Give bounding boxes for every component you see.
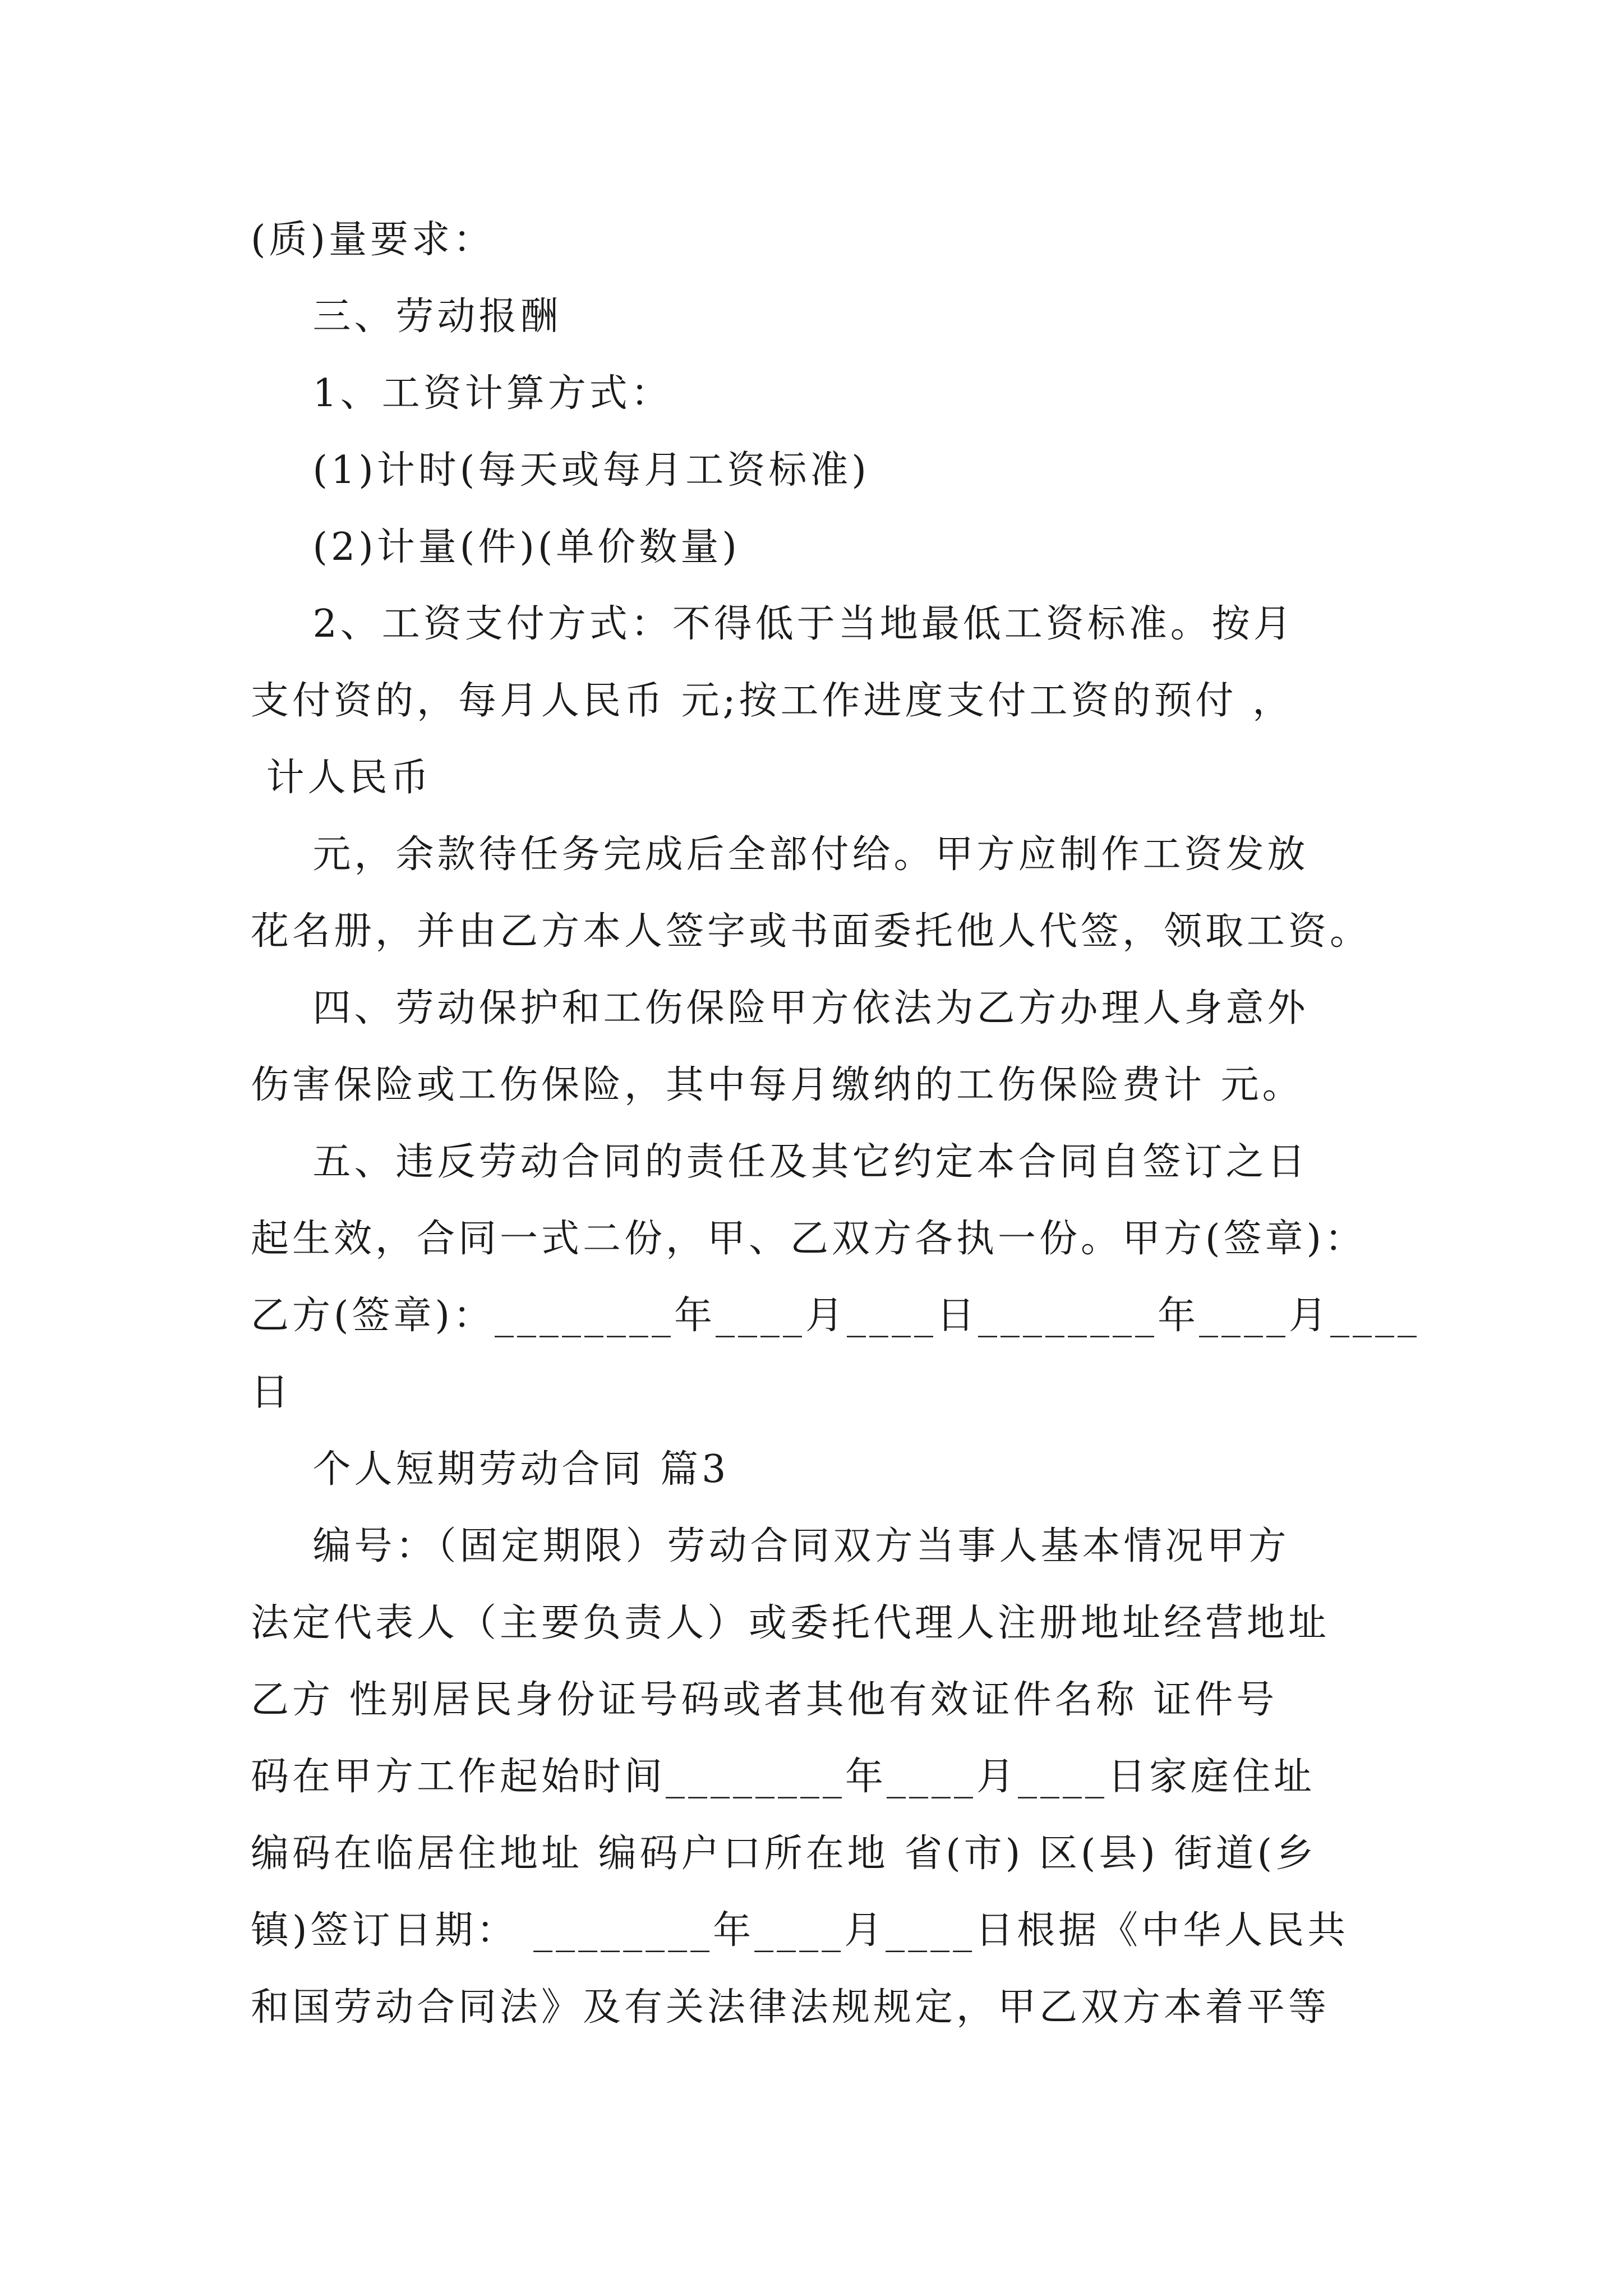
text-line: 三、劳动报酬: [251, 295, 562, 339]
text-line: 2、工资支付方式：不得低于当地最低工资标准。按月: [251, 602, 1295, 646]
text-line: 乙方(签章)：________年____月____日________年____月____: [251, 1294, 1421, 1338]
text-line: 四、劳动保护和工伤保险甲方依法为乙方办理人身意外: [251, 986, 1309, 1030]
text-line: (1)计时(每天或每月工资标准): [251, 448, 870, 493]
text-line: 支付资的，每月人民币 元;按工作进度支付工资的预付 ，: [251, 679, 1294, 723]
text-line: (质)量要求：: [251, 218, 495, 262]
text-line: 计人民币: [251, 756, 432, 800]
text-line: 编号：（固定期限）劳动合同双方当事人基本情况甲方: [251, 1524, 1290, 1568]
text-line: 和国劳动合同法》及有关法律法规规定，甲乙双方本着平等: [251, 1985, 1330, 2030]
text-line: (2)计量(件)(单价数量): [251, 525, 740, 569]
text-line: 法定代表人（主要负责人）或委托代理人注册地址经营地址: [251, 1601, 1330, 1645]
text-line: 花名册，并由乙方本人签字或书面委托他人代签，领取工资。: [251, 909, 1372, 954]
text-line: 起生效，合同一式二份，甲、乙双方各执一份。甲方(签章)：: [251, 1217, 1367, 1261]
text-line: 五、违反劳动合同的责任及其它约定本合同自签订之日: [251, 1140, 1309, 1184]
text-line: 伤害保险或工伤保险，其中每月缴纳的工伤保险费计 元。: [251, 1063, 1304, 1107]
text-line: 镇)签订日期： ________年____月____日根据《中华人民共: [251, 1908, 1349, 1953]
text-line: 日: [251, 1370, 293, 1415]
text-line: 元，余款待任务完成后全部付给。甲方应制作工资发放: [251, 832, 1309, 877]
section-heading: 个人短期劳动合同 篇3: [251, 1447, 730, 1492]
text-line: 编码在临居住地址 编码户口所在地 省(市) 区(县) 街道(乡: [251, 1832, 1317, 1876]
text-line: 乙方 性别居民身份证号码或者其他有效证件名称 证件号: [251, 1678, 1278, 1722]
text-line: 码在甲方工作起始时间________年____月____日家庭住址: [251, 1755, 1316, 1799]
text-line: 1、工资计算方式：: [251, 371, 672, 416]
